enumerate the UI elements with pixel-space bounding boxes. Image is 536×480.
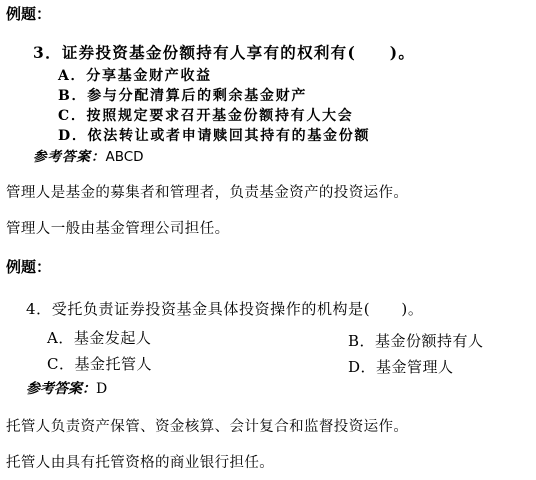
manager-role-text: 管理人是基金的募集者和管理者，负责基金资产的投资运作。 (6, 185, 409, 201)
question-4-option-c: C．基金托管人 (47, 355, 152, 373)
answer-value: ABCD (105, 149, 144, 165)
custodian-role-text: 托管人负责资产保管、资金核算、会计复合和监督投资运作。 (6, 419, 409, 435)
question-3-answer (33, 149, 144, 165)
question-3-block (0, 30, 536, 165)
question-4-option-d: D．基金管理人 (348, 358, 454, 376)
question-3-option-c: C．按照规定要求召开基金份额持有人大会 (58, 108, 354, 124)
question-4-option-b: B．基金份额持有人 (348, 332, 484, 350)
custodian-entity-text: 托管人由具有托管资格的商业银行担任。 (6, 455, 275, 471)
question-4-answer (26, 381, 107, 398)
manager-entity-text: 管理人一般由基金管理公司担任。 (6, 221, 230, 237)
answer-label: 参考答案： (33, 149, 106, 165)
question-3-stem: 3．证券投资基金份额持有人享有的权利有( )。 (33, 43, 416, 62)
example-heading: 例题： (6, 5, 52, 23)
example-heading: 例题： (6, 258, 52, 276)
question-3-option-d: D．依法转让或者申请赎回其持有的基金份额 (58, 128, 371, 144)
question-4-option-a: A．基金发起人 (47, 329, 152, 347)
question-4-stem: 4．受托负责证券投资基金具体投资操作的机构是( )。 (26, 300, 424, 318)
answer-label: 参考答案： (26, 381, 96, 397)
answer-value: D (96, 381, 108, 397)
question-4-block (3, 290, 531, 402)
question-3-option-b: B．参与分配清算后的剩余基金财产 (58, 88, 308, 104)
question-3-option-a: A．分享基金财产收益 (58, 68, 212, 84)
